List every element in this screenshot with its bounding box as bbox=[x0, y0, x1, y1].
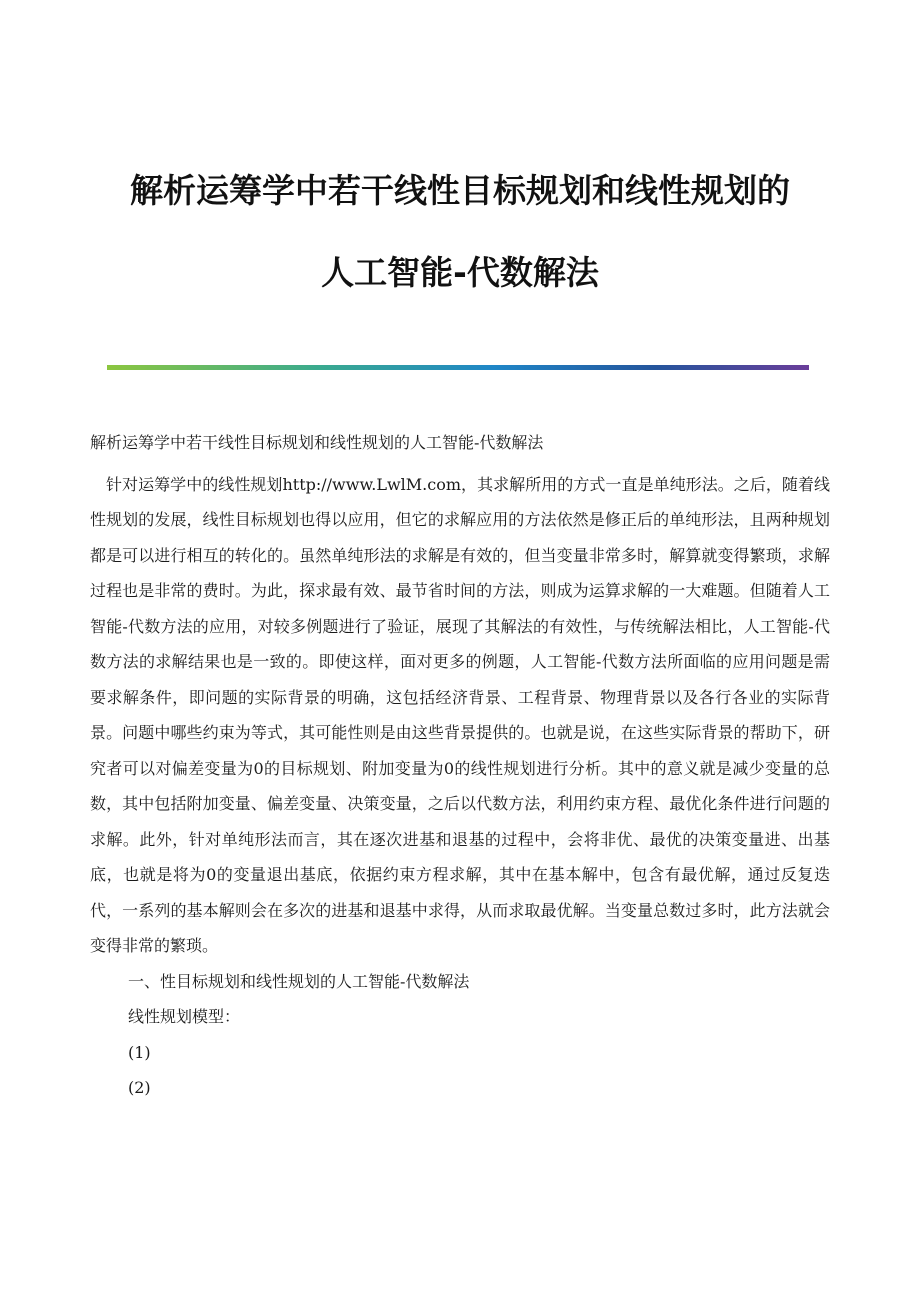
body-paragraph: 针对运筹学中的线性规划http://www.LwlM.com，其求解所用的方式一直是单纯形法。之后，随着线性规划的发展，线性目标规划也得以应用，但它的求解应用的方法依然是修正后的单纯形法，且两种规划都是可以进行相互的转化的。虽然单纯形法的求解是有效的，但当变量非常多时，解算就变得繁琐，求解过程也是非常的费时。为此，探求最有效、最节省时间的方法，则成为运算求解的一大难题。但随着人工智能-代数方法的应用，对较多例题进行了验证，展现了其解法的有效性，与传统解法相比，人工智能-代数方法的求解结果也是一致的。即使这样，面对更多的例题，人工智能-代数方法所面临的应用问题是需要求解条件，即问题的实际背景的明确，这包括经济背景、工程背景、物理背景以及各行各业的实际背景。问题中哪些约束为等式，其可能性则是由这些背景提供的。也就是说，在这些实际背景的帮助下，研究者可以对偏差变量为0的目标规划、附加变量为0的线性规划进行分析。其中的意义就是减少变量的总数，其中包括附加变量、偏差变量、决策变量，之后以代数方法，利用约束方程、最优化条件进行问题的求解。此外，针对单纯形法而言，其在逐次进基和退基的过程中，会将非优、最优的决策变量进、出基底，也就是将为0的变量退出基底，依据约束方程求解，其中在基本解中，包含有最优解，通过反复迭代，一系列的基本解则会在多次的进基和退基中求得，从而求取最优解。当变量总数过多时，此方法就会变得非常的繁琐。 bbox=[90, 474, 830, 955]
document-body bbox=[90, 425, 830, 1106]
document-title bbox=[60, 150, 860, 314]
article-subtitle: 解析运筹学中若干线性目标规划和线性规划的人工智能-代数解法 bbox=[90, 433, 544, 452]
equation-1: (1) bbox=[128, 1042, 151, 1062]
model-label: 线性规划模型： bbox=[128, 1007, 241, 1026]
title-line-1: 解析运筹学中若干线性目标规划和线性规划的 bbox=[130, 171, 790, 210]
section-heading: 一、性目标规划和线性规划的人工智能-代数解法 bbox=[128, 971, 470, 991]
gradient-divider bbox=[107, 365, 809, 370]
equation-2: (2) bbox=[128, 1078, 151, 1097]
title-line-2: 人工智能-代数解法 bbox=[321, 253, 599, 292]
